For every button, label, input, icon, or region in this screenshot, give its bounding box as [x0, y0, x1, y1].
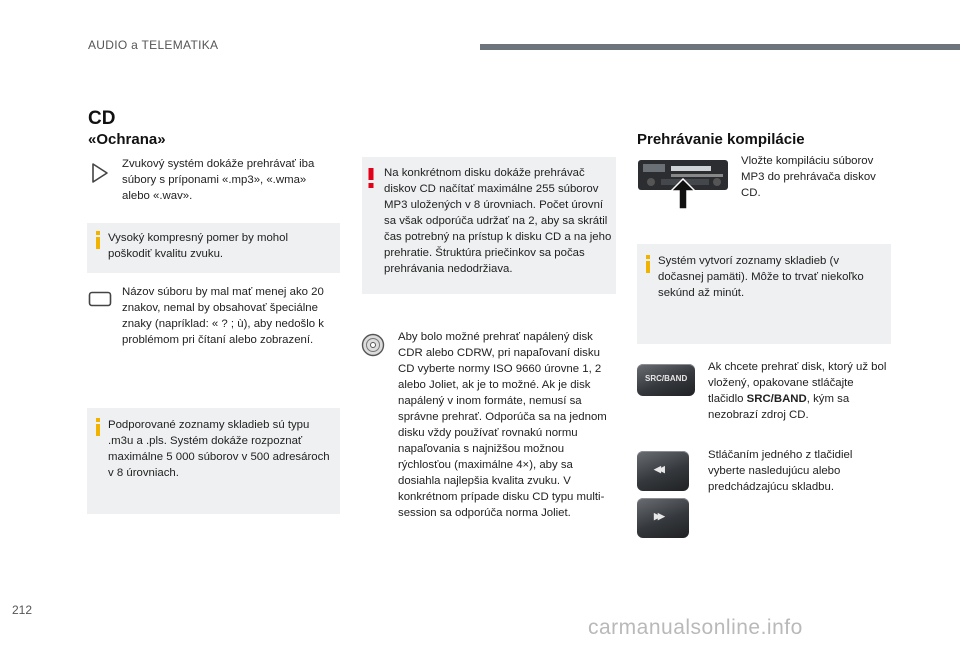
- cd-disc-icon: [361, 333, 385, 357]
- src-text: [708, 359, 888, 423]
- skip-text: Stláčaním jedného z tlačidiel vyberte nasledujúcu alebo predchádzajúcu skladbu.: [708, 449, 853, 493]
- page-title: CD: [88, 108, 116, 129]
- warning-icon: [368, 168, 374, 188]
- insert-arrow-icon: [670, 178, 696, 210]
- info-icon: [96, 231, 101, 249]
- warning-text: Na konkrétnom disku dokáže prehrávač diskov CD načítať maximálne 255 súborov MP3 uložených v 8 úrovniach. Počet úrovní sa však odporúča udržať na 2, aby sa skrátil čas potrebný na prístup k disku CD a na jeho prehratie. Štruktúra priečinkov sa počas prehrávania nedodržiava.: [384, 167, 612, 275]
- ochrana-heading: «Ochrana»: [88, 131, 166, 148]
- info-icon: [96, 418, 101, 436]
- previous-track-button: [637, 451, 689, 491]
- insert-text: Vložte kompiláciu súborov MP3 do prehrávača diskov CD.: [741, 155, 876, 199]
- src-text-post: , kým sa nezobrazí zdroj CD.: [708, 393, 850, 421]
- page-number: 212: [12, 603, 33, 617]
- src-band-label: SRC/BAND: [645, 374, 688, 383]
- src-band-button: [637, 364, 695, 396]
- header-bar: [480, 44, 960, 50]
- next-glyph: ▶▶: [654, 511, 662, 521]
- system-text: Systém vytvorí zoznamy skladieb (v dočasnej pamäti). Môže to trvať niekoľko sekúnd až minút.: [658, 255, 864, 299]
- src-text-bold: SRC/BAND: [746, 393, 807, 405]
- filename-text: Názov súboru by mal mať menej ako 20 znakov, nemal by obsahovať špeciálne znaky (napríklad: « ? ; ù), aby nedošlo k problémom pri čítaní alebo zobrazení.: [122, 286, 324, 346]
- screen-icon: [88, 291, 112, 307]
- watermark: carmanualsonline.info: [588, 616, 803, 639]
- play-triangle-icon: [90, 162, 110, 184]
- previous-glyph: ◀◀: [654, 464, 662, 474]
- playlists-text: Podporované zoznamy skladieb sú typu .m3u a .pls. Systém dokáže rozpoznať maximálne 5 000 súborov v 500 adresároch v 8 úrovniach.: [108, 419, 330, 479]
- next-track-button: [637, 498, 689, 538]
- formats-text: Zvukový systém dokáže prehrávať iba súbory s príponami «.mp3», «.wma» alebo «.wav».: [122, 158, 315, 202]
- compression-text: Vysoký kompresný pomer by mohol poškodiť kvalitu zvuku.: [108, 232, 288, 260]
- playback-heading: Prehrávanie kompilácie: [637, 131, 805, 148]
- burn-text: Aby bolo možné prehrať napálený disk CDR alebo CDRW, pri napaľovaní disku CD vyberte normy ISO 9660 úrovne 1, 2 alebo Joliet, ak je to možné. Ak je disk napálený v inom formáte, nemusí sa správne prehrať. Odporúča sa na jednom disku vždy používať rovnakú normu napaľovania s najnižšou možnou rýchlosťou (maximálne 4×), aby sa dosiahla najlepšia kvalita zvuku. V konkrétnom prípade disku CD typu multi-session sa odporúča norma Joliet.: [398, 331, 607, 519]
- section-title: AUDIO a TELEMATIKA: [88, 38, 219, 52]
- src-text-pre: Ak chcete prehrať disk, ktorý už bol vložený, opakovane stláčajte tlačidlo: [708, 361, 887, 405]
- info-icon: [646, 255, 651, 273]
